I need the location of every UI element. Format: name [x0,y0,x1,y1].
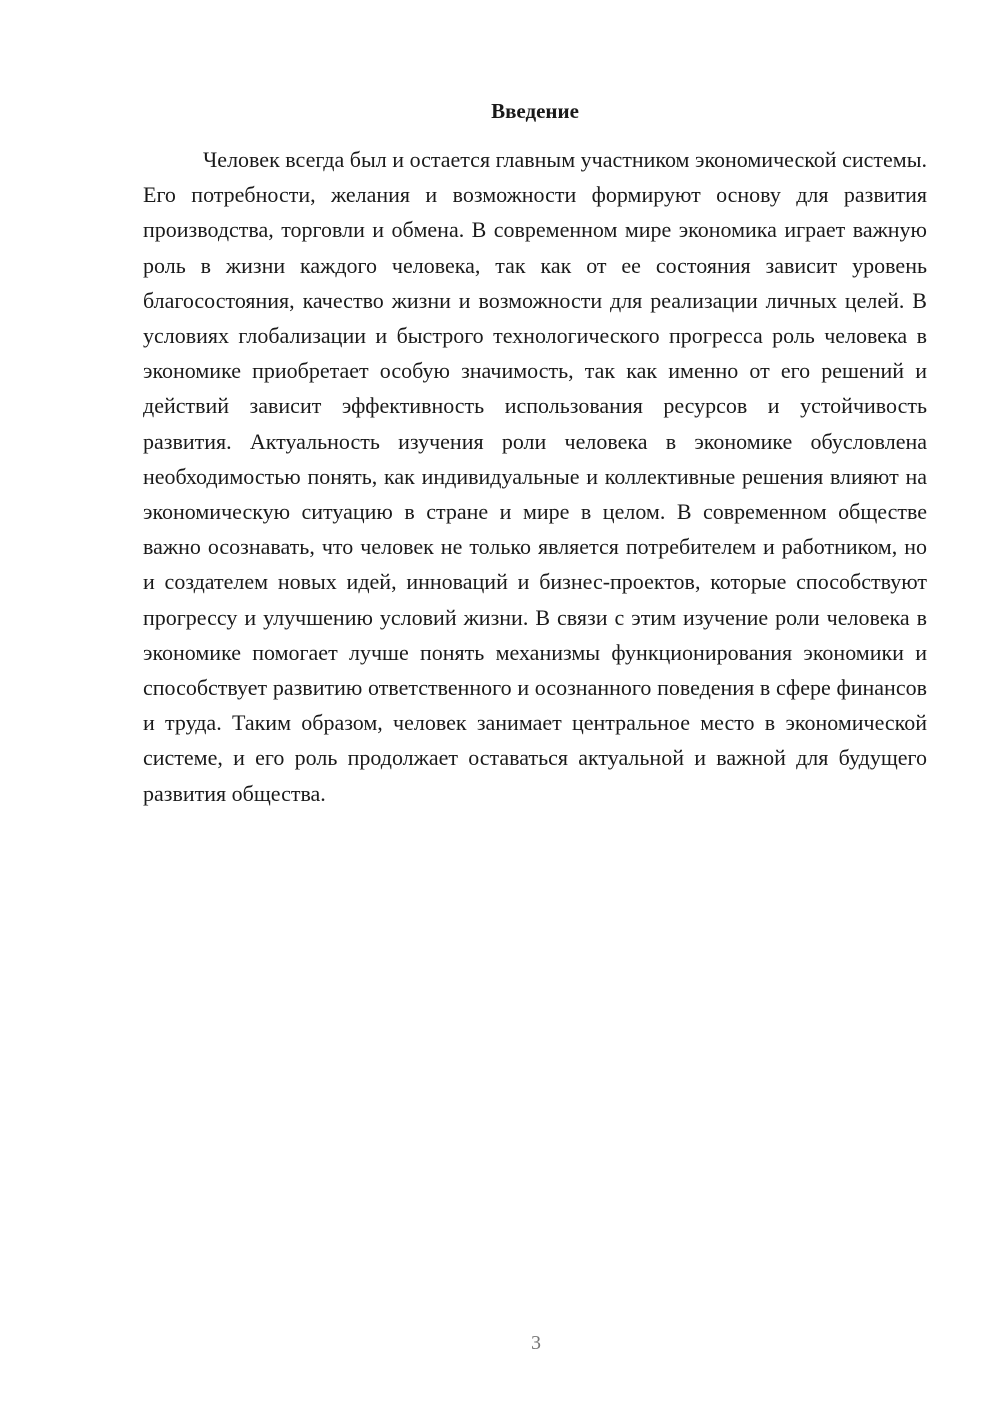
page-number: 3 [531,1332,541,1354]
body-paragraph: Человек всегда был и остается главным участником экономической системы. Его потребности, желания и возможности формируют основу для развития производства, торговли и обмена. В современном мире экономика играет важную роль в жизни каждого человека, так как от ее состояния зависит уровень благосостояния, качество жизни и возможности для реализации личных целей. В условиях глобализации и быстрого технологического прогресса роль человека в экономике приобретает особую значимость, так как именно от его решений и действий зависит эффективность использования ресурсов и устойчивость развития. Актуальность изучения роли человека в экономике обусловлена необходимостью понять, как индивидуальные и коллективные решения влияют на экономическую ситуацию в стране и мире в целом. В современном обществе важно осознавать, что человек не только является потребителем и работником, но и создателем новых идей, инноваций и бизнес-проектов, которые способствуют прогрессу и улучшению условий жизни. В связи с этим изучение роли человека в экономике помогает лучше понять механизмы функционирования экономики и способствует развитию ответственного и осознанного поведения в сфере финансов и труда. Таким образом, человек занимает центральное место в экономической системе, и его роль продолжает оставаться актуальной и важной для будущего развития общества. [143,147,927,806]
section-heading: Введение [491,99,579,123]
